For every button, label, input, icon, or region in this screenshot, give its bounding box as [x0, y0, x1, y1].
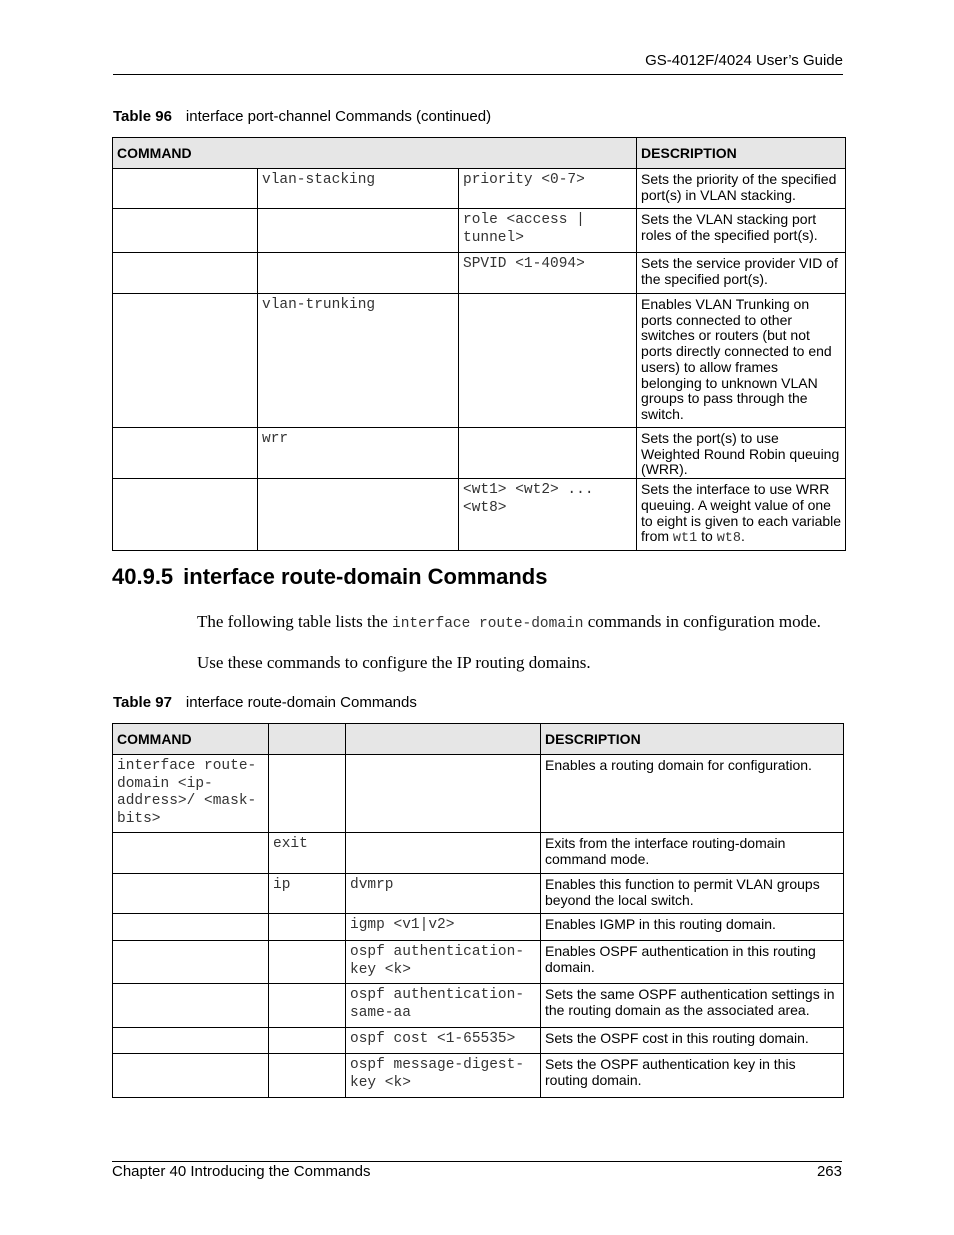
argument-cell: role <access | tunnel>: [459, 209, 637, 253]
table-97-caption: [113, 694, 417, 711]
page-header: [113, 48, 843, 75]
table-row: [113, 833, 844, 874]
subcommand-cell: wrr: [258, 428, 459, 479]
subcommand-cell: [269, 1028, 346, 1054]
table-row: [113, 914, 844, 941]
description-cell: Sets the port(s) to use Weighted Round Robin queuing (WRR).: [637, 428, 846, 479]
table-header-row: [113, 724, 844, 755]
argument-cell: [459, 294, 637, 428]
description-cell: Sets the priority of the specified port(s) in VLAN stacking.: [637, 169, 846, 209]
description-cell: Sets the same OSPF authentication settings in the routing domain as the associated area.: [541, 984, 844, 1028]
argument-cell: [346, 833, 541, 874]
subcommand-cell: exit: [269, 833, 346, 874]
subcommand-cell: ip: [269, 874, 346, 914]
variable-code: wt1: [672, 531, 698, 547]
table-label: Table 97: [113, 694, 172, 711]
command-cell: [113, 169, 258, 209]
description-cell: Enables IGMP in this routing domain.: [541, 914, 844, 941]
paragraph: Use these commands to configure the IP routing domains.: [197, 653, 591, 672]
table-97: [112, 723, 844, 1098]
column-header-blank: [346, 724, 541, 755]
subcommand-cell: [258, 209, 459, 253]
table-96: [112, 137, 846, 551]
paragraph-text: The following table lists the: [197, 612, 392, 631]
argument-cell: ospf cost <1-65535>: [346, 1028, 541, 1054]
argument-cell: ospf message-digest-key <k>: [346, 1054, 541, 1098]
description-cell: Enables this function to permit VLAN groups beyond the local switch.: [541, 874, 844, 914]
section-heading: [112, 564, 547, 590]
argument-cell: SPVID <1-4094>: [459, 253, 637, 294]
subcommand-cell: [269, 755, 346, 833]
description-text: Sets the interface to use WRR queuing. A weight value of one to eight is given to each variable from: [641, 481, 842, 545]
column-header-command: COMMAND: [113, 138, 637, 169]
description-cell: Enables a routing domain for configuration.: [541, 755, 844, 833]
command-cell: [113, 253, 258, 294]
description-text: to: [697, 528, 717, 545]
command-cell: [113, 914, 269, 941]
table-row: [113, 755, 844, 833]
table-row: [113, 428, 846, 479]
description-cell: Sets the service provider VID of the specified port(s).: [637, 253, 846, 294]
subcommand-cell: [258, 253, 459, 294]
subcommand-cell: vlan-stacking: [258, 169, 459, 209]
table-title: interface route-domain Commands: [185, 694, 417, 711]
description-cell: Sets the OSPF cost in this routing domain.: [541, 1028, 844, 1054]
table-row: [113, 253, 846, 294]
command-cell: [113, 1028, 269, 1054]
command-cell: [113, 833, 269, 874]
command-cell: [113, 941, 269, 984]
table-row: [113, 984, 844, 1028]
command-cell: [113, 984, 269, 1028]
chapter-title: Chapter 40 Introducing the Commands: [112, 1163, 371, 1180]
subcommand-cell: [269, 984, 346, 1028]
description-cell: Exits from the interface routing-domain command mode.: [541, 833, 844, 874]
paragraph-text: commands in configuration mode.: [583, 612, 821, 631]
description-cell: Enables OSPF authentication in this routing domain.: [541, 941, 844, 984]
subcommand-cell: vlan-trunking: [258, 294, 459, 428]
argument-cell: priority <0-7>: [459, 169, 637, 209]
guide-title: GS-4012F/4024 User’s Guide: [645, 52, 843, 69]
section-title: interface route-domain Commands: [183, 564, 548, 589]
section-number: 40.9.5: [112, 564, 174, 589]
column-header-description: DESCRIPTION: [541, 724, 844, 755]
table-label: Table 96: [113, 108, 172, 125]
subcommand-cell: [258, 479, 459, 551]
table-row: [113, 479, 846, 551]
command-cell: [113, 428, 258, 479]
command-cell: [113, 294, 258, 428]
argument-cell: dvmrp: [346, 874, 541, 914]
column-header-blank: [269, 724, 346, 755]
table-row: [113, 169, 846, 209]
table-title: interface port-channel Commands (continued): [185, 108, 492, 125]
argument-cell: [459, 428, 637, 479]
paragraph: [197, 612, 821, 632]
inline-code: interface route-domain: [392, 616, 584, 632]
description-text: .: [741, 528, 745, 545]
description-cell: Sets the OSPF authentication key in this routing domain.: [541, 1054, 844, 1098]
table-row: [113, 1028, 844, 1054]
page-number: 263: [816, 1163, 842, 1180]
command-cell: [113, 874, 269, 914]
description-cell: [637, 479, 846, 551]
argument-cell: <wt1> <wt2> ... <wt8>: [459, 479, 637, 551]
command-cell: interface route-domain <ip-address>/ <mask-bits>: [113, 755, 269, 833]
description-cell: Sets the VLAN stacking port roles of the specified port(s).: [637, 209, 846, 253]
command-cell: [113, 209, 258, 253]
table-96-caption: [113, 108, 491, 125]
command-cell: [113, 1054, 269, 1098]
argument-cell: ospf authentication-key <k>: [346, 941, 541, 984]
subcommand-cell: [269, 1054, 346, 1098]
subcommand-cell: [269, 914, 346, 941]
table-row: [113, 209, 846, 253]
column-header-description: DESCRIPTION: [637, 138, 846, 169]
argument-cell: ospf authentication-same-aa: [346, 984, 541, 1028]
argument-cell: [346, 755, 541, 833]
argument-cell: igmp <v1|v2>: [346, 914, 541, 941]
variable-code: wt8: [716, 531, 742, 547]
column-header-command: COMMAND: [113, 724, 269, 755]
subcommand-cell: [269, 941, 346, 984]
command-cell: [113, 479, 258, 551]
description-cell: Enables VLAN Trunking on ports connected to other switches or routers (but not ports directly connected to end users) to allow frames belonging to unknown VLAN groups to pass through the switch.: [637, 294, 846, 428]
table-header-row: [113, 138, 846, 169]
table-row: [113, 1054, 844, 1098]
table-row: [113, 294, 846, 428]
page-footer: [112, 1161, 842, 1180]
table-row: [113, 874, 844, 914]
table-row: [113, 941, 844, 984]
